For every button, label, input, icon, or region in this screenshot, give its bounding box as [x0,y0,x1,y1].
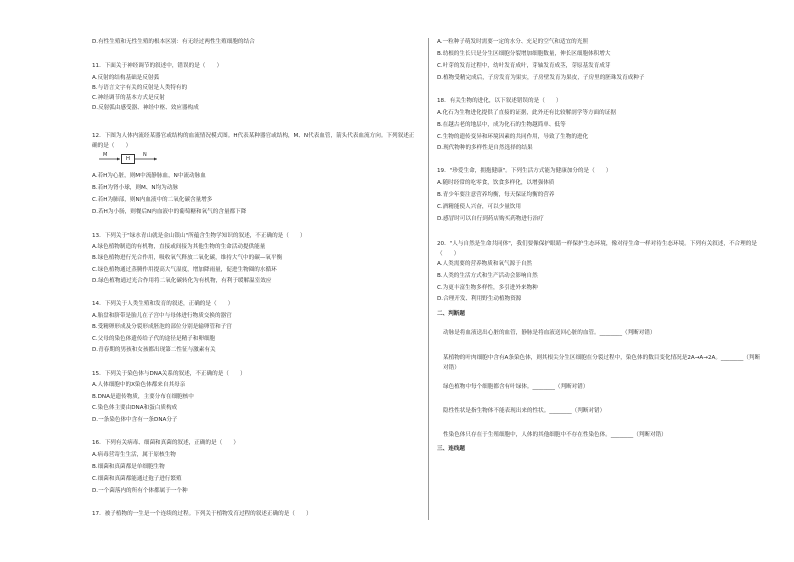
section-heading-judgment: 二、判断题 [437,311,465,317]
option-b: B.若H为肾小球，则M、N均为动脉 [92,185,178,191]
option-b: B.绿色植物进行光合作用，吸收氧气释放二氧化碳，维持大气中的碳—氧平衡 [92,255,283,261]
option-c: C.细菌和真菌都能通过孢子进行繁殖 [92,476,182,482]
option-a: A.人类需要的营养物质和氧气源于自然 [437,261,533,267]
option-a: A.人体细胞中的X染色体都来自其母亲 [92,382,186,388]
question-18-stem: 18．有关生物的进化，以下叙述错误的是（ ） [437,98,562,104]
option-a: A.病毒营寄生生活，属于原核生物 [92,452,176,458]
option-d: D.植物受精完成后，子房发育为果实，子房壁发育为果皮，子房里的胚珠发育成种子 [437,75,645,81]
option-a: A.一粒种子萌发时需要一定的水分、充足的空气和适宜的光照 [437,39,588,45]
option-c: C.染色体主要由DNA和蛋白质构成 [92,405,178,411]
section-heading-matching: 三、连线题 [437,446,465,452]
question-11-stem: 11．下面关于神经调节的叙述中，错误的是（ ） [92,63,223,69]
option-a: A.化石为生物进化提供了直接的证据，此外还有比较解剖学等方面的证据 [437,110,616,116]
vessel-n-label: N [143,152,147,158]
column-divider [428,38,429,520]
question-15-stem: 15．下列关于染色体与DNA关系的叙述，不正确的是（ ） [92,371,246,377]
flow-arrows [99,153,161,165]
option-text: D.有性生殖和无性生殖的根本区别：有无经过两性生殖细胞的结合 [92,39,255,45]
judgment-item: 动脉是将血液送出心脏的血管，静脉是将血液送回心脏的血管。________（判断对错） [443,330,656,336]
question-16-stem: 16．下列有关病毒、细菌和真菌的叙述，正确的是（ ） [92,440,239,446]
option-d: D.一条染色体中含有一条DNA分子 [92,417,178,423]
judgment-item: 隐性性状是指生物体不能表现出来的性状。________（判断对错） [443,408,606,414]
option-a: A.胎盘和脐带是胎儿在子宫中与母体进行物质交换的器官 [92,313,232,319]
option-b: B.在越古老的地层中，成为化石的生物越简单、低等 [437,122,566,128]
vessel-m-label: M [103,152,108,158]
option-b: B.青少年要注意营养均衡，每天保证均衡的营养 [437,192,555,198]
question-20-stem: 20．"人与自然是生命共同体"，我们要像保护眼睛一样保护生态环境，像对待生命一样对待生态环境。下列有关叙述，不合理的是（ ） [437,241,757,257]
option-d: D.若H为小肠，则餐后N内血液中的葡萄糖和氧气的含量都下降 [92,209,247,215]
option-a: A.若H为心脏，则M中流静脉血，N中流动脉血 [92,173,206,179]
option-b: B.幼根的生长只是分生区细胞分裂增加细胞数量，伸长区细胞体积增大 [437,51,611,57]
option-d: D.合理开发、利用野生动植物资源 [437,296,522,302]
judgment-item: 某植物的叶肉细胞中含有A条染色体，则其根尖分生区细胞在分裂过程中，染色体的数目变化情况是2A→A→2A。________（判断对错） [443,355,761,371]
option-c: C.叶芽的发育过程中，幼叶发育成叶，芽轴发育成茎，芽原基发育成芽 [437,63,611,69]
blood-flow-diagram [99,153,161,165]
option-c: C.绿色植物通过蒸腾作用提高大气湿度，增加降雨量，促进生物圈的水循环 [92,267,277,273]
option-d: D.绿色植物通过光合作用将二氧化碳转化为有机物，有利于缓解温室效应 [92,278,272,284]
judgment-item: 绿色植物中每个细胞都含有叶绿体。________（判断对错） [443,384,589,390]
question-19-stem: 19．"珍爱生命，拥抱健康"。下列生活方式能为健康加分的是（ ） [437,168,612,174]
option-d: D.反射弧由感受器、神经中枢、效应器构成 [92,105,199,111]
option-d: D.感冒时可以自行到药店购买药物进行治疗 [437,216,544,222]
option-b: B.人类的生活方式和生产活动会影响自然 [437,273,538,279]
option-d: D.一个菌落内的所有个体都属于一个种 [92,488,188,494]
option-a: A.反射的结构基础是反射弧 [92,75,160,81]
option-d: D.青春期的男孩和女孩都出现第二性征与激素有关 [92,347,216,353]
question-13-stem: 13．下列关于"绿水青山就是金山银山"所蕴含生物学知识的叙述，不正确的是（ ） [92,233,306,239]
question-17-stem: 17．被子植物的一生是一个连续的过程。下列关于植物发育过程的叙述正确的是（ ） [92,511,312,517]
option-c: C.为更丰富生物多样性，多引进外来物种 [437,285,538,291]
option-c: C.酒精能使人兴奋，可以少量饮用 [437,204,521,210]
option-c: C.生物的遗传变异和环境因素的共同作用，导致了生物的进化 [437,134,589,140]
option-c: C.神经调节的基本方式是反射 [92,95,165,101]
option-a: A.随时经常的吃零食，饮食多样化，以增强体质 [437,180,555,186]
option-a: A.绿色植物制造的有机物，直接或间接为其他生物的生命活动提供能量 [92,244,266,250]
question-12-stem: 12．下图为人体内流经某器官或结构的血流情况模式图。H代表某种器官或结构，M、N代表血管，箭头代表血流方向。下列叙述正确的是（ ） [92,133,415,149]
option-b: B.受精卵形成及分裂形成胚泡的部位分别是输卵管和子宫 [92,324,232,330]
judgment-item: 性染色体只存在于生殖细胞中，人体的其他细胞中不存在性染色体。________（判断对错） [443,432,667,438]
organ-h-label: H [125,156,131,162]
option-c: C.父母的染色体遗传给子代的途径是精子和卵细胞 [92,336,216,342]
question-14-stem: 14．下列关于人类生殖和发育的叙述，正确的是（ ） [92,301,234,307]
option-b: B.DNA是遗传物质，主要分布在细胞核中 [92,394,194,400]
option-d: D.现代物种的多样性是自然选择的结果 [437,145,533,151]
option-b: B.细菌和真菌都是单细胞生物 [92,464,165,470]
option-b: B.与语言文字有关的反射是人类特有的 [92,85,188,91]
option-c: C.若H为肺部，则N内血液中的二氧化碳含量增多 [92,197,213,203]
